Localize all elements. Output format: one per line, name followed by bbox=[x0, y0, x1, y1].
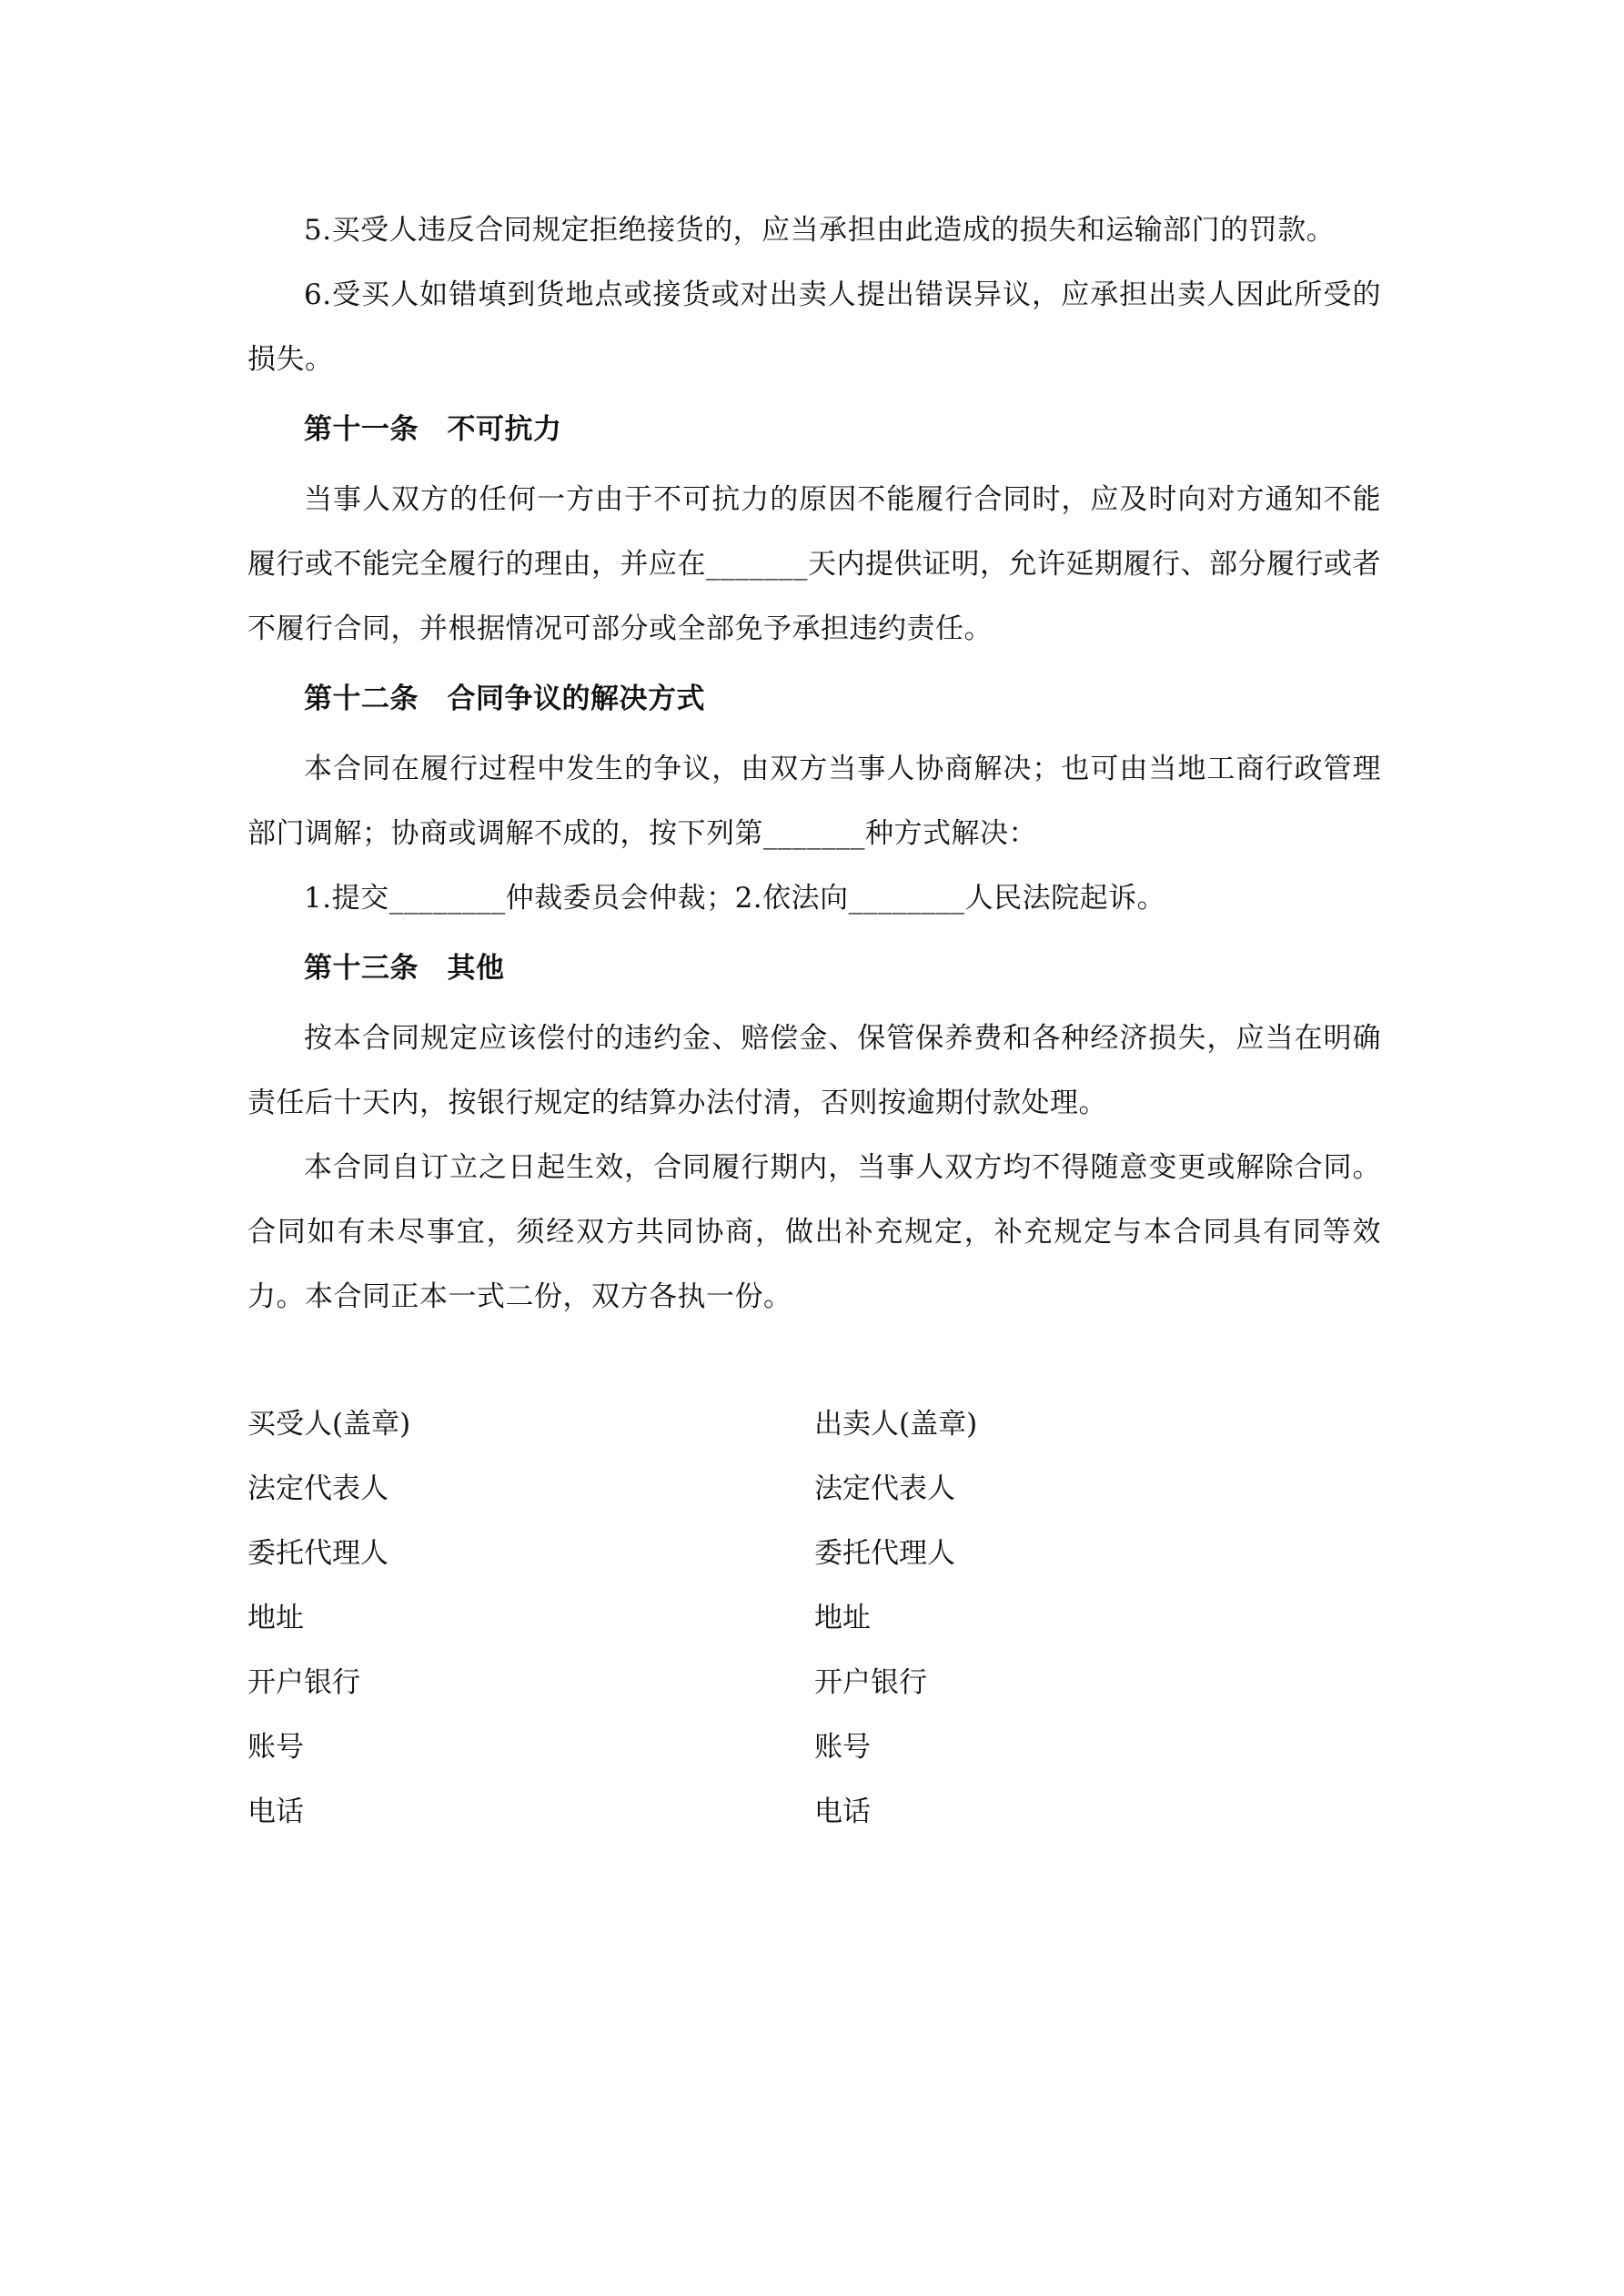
buyer-party-label: 买受人(盖章) bbox=[247, 1408, 411, 1441]
buyer-bank-label: 开户银行 bbox=[247, 1666, 360, 1699]
article-13-heading: 第十三条 其他 bbox=[304, 952, 505, 985]
signature-row-bank bbox=[247, 1651, 1381, 1715]
signature-row-phone bbox=[247, 1780, 1381, 1845]
seller-bank-label: 开户银行 bbox=[814, 1666, 927, 1699]
buyer-agent-label: 委托代理人 bbox=[247, 1537, 388, 1570]
seller-legal-rep-label: 法定代表人 bbox=[814, 1472, 955, 1505]
article-12-options: 1.提交________仲裁委员会仲裁；2.依法向________人民法院起诉。 bbox=[304, 882, 1166, 915]
buyer-legal-rep-label: 法定代表人 bbox=[247, 1472, 388, 1505]
signature-row-address bbox=[247, 1586, 1381, 1651]
article-13-paragraph-1: 按本合同规定应该偿付的违约金、赔偿金、保管保养费和各种经济损失，应当在明确责任后十天内，按银行规定的结算办法付清，否则按逾期付款处理。 bbox=[247, 1022, 1381, 1119]
seller-account-label: 账号 bbox=[814, 1731, 871, 1764]
seller-agent-label: 委托代理人 bbox=[814, 1537, 955, 1570]
article-11-heading: 第十一条 不可抗力 bbox=[304, 413, 562, 446]
buyer-phone-label: 电话 bbox=[247, 1795, 304, 1828]
article-13-paragraph-2: 本合同自订立之日起生效，合同履行期内，当事人双方均不得随意变更或解除合同。合同如有未尽事宜，须经双方共同协商，做出补充规定，补充规定与本合同具有同等效力。本合同正本一式二份，双方各执一份。 bbox=[247, 1151, 1381, 1313]
signature-row-legal-rep bbox=[247, 1457, 1381, 1522]
clause-paragraph-6: 6.受买人如错填到货地点或接货或对出卖人提出错误异议，应承担出卖人因此所受的损失。 bbox=[247, 278, 1381, 376]
article-11-paragraph: 当事人双方的任何一方由于不可抗力的原因不能履行合同时，应及时向对方通知不能履行或不能完全履行的理由，并应在_______天内提供证明，允许延期履行、部分履行或者不履行合同，并根据情况可部分或全部免予承担违约责任。 bbox=[247, 483, 1381, 645]
article-12-paragraph: 本合同在履行过程中发生的争议，由双方当事人协商解决；也可由当地工商行政管理部门调解；协商或调解不成的，按下列第_______种方式解决： bbox=[247, 753, 1381, 850]
buyer-account-label: 账号 bbox=[247, 1731, 304, 1764]
signature-block bbox=[247, 1392, 1381, 1845]
clause-paragraph-5: 5.买受人违反合同规定拒绝接货的，应当承担由此造成的损失和运输部门的罚款。 bbox=[304, 214, 1336, 247]
signature-row-account bbox=[247, 1715, 1381, 1780]
article-12-heading: 第十二条 合同争议的解决方式 bbox=[304, 683, 705, 715]
buyer-address-label: 地址 bbox=[247, 1602, 304, 1634]
signature-row-agent bbox=[247, 1522, 1381, 1586]
signature-row-party bbox=[247, 1392, 1381, 1457]
seller-phone-label: 电话 bbox=[814, 1795, 871, 1828]
seller-address-label: 地址 bbox=[814, 1602, 871, 1634]
contract-body bbox=[247, 198, 1381, 1330]
seller-party-label: 出卖人(盖章) bbox=[814, 1408, 978, 1441]
